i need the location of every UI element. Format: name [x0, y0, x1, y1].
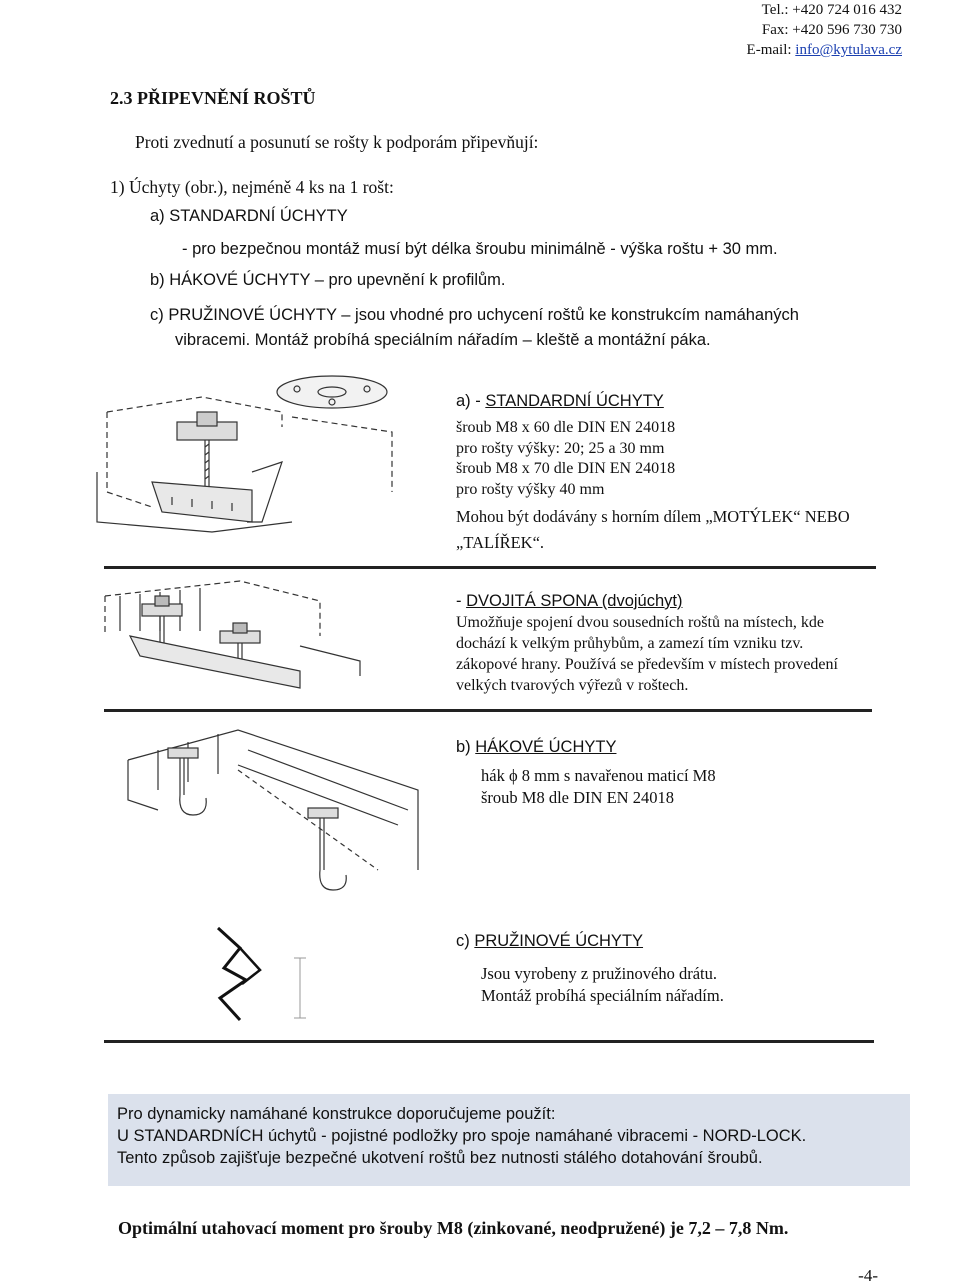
hook-heading-prefix: b)	[456, 738, 476, 756]
double-desc-line: zákopové hrany. Používá se především v místech provedení	[456, 656, 838, 673]
contact-email-line	[747, 40, 902, 60]
standard-clip-illustration	[92, 372, 422, 542]
std-note-line1: Mohou být dodávány s horním dílem „MOTÝLEK“ NEBO	[456, 507, 850, 526]
item-b-label: b) HÁKOVÉ ÚCHYTY – pro upevnění k profilům.	[150, 271, 506, 289]
item-a-label: a) STANDARDNÍ ÚCHYTY	[150, 207, 348, 225]
double-desc-line: dochází k velkým průhybům, a zamezí tím vzniku tzv.	[456, 635, 804, 652]
std-spec-line: pro rošty výšky: 20; 25 a 30 mm	[456, 439, 665, 457]
item-1: 1) Úchyty (obr.), nejméně 4 ks na 1 rošt:	[110, 177, 394, 197]
double-desc-line: Umožňuje spojení dvou sousedních roštů na místech, kde	[456, 614, 824, 631]
double-heading: DVOJITÁ SPONA (dvojúchyt)	[466, 592, 683, 610]
note-line: Tento způsob zajišťuje bezpečné ukotvení roštů bez nutnosti stálého dotahování šroubů.	[117, 1149, 763, 1167]
double-clip-illustration	[100, 576, 420, 696]
spring-heading-prefix: c)	[456, 932, 475, 950]
item-c-line2: vibracemi. Montáž probíhá speciálním nářadím – kleště a montážní páka.	[175, 331, 711, 349]
note-line: Pro dynamicky namáhané konstrukce doporučujeme použít:	[117, 1105, 556, 1123]
page-number: -4-	[858, 1266, 878, 1285]
std-note-line2: „TALÍŘEK“.	[456, 533, 545, 552]
intro-text: Proti zvednutí a posunutí se rošty k podporám připevňují:	[135, 132, 539, 152]
item-c-line1: c) PRUŽINOVÉ ÚCHYTY – jsou vhodné pro uchycení roštů ke konstrukcím namáhaných	[150, 306, 799, 324]
section-title: 2.3 PŘIPEVNĚNÍ ROŠTŮ	[110, 88, 316, 108]
std-heading-prefix: a) -	[456, 392, 486, 410]
hook-spec-line: šroub M8 dle DIN EN 24018	[481, 788, 674, 807]
spring-heading-line	[456, 932, 643, 951]
divider	[104, 566, 876, 569]
std-spec-line: šroub M8 x 70 dle DIN EN 24018	[456, 460, 676, 477]
std-heading-line	[456, 392, 664, 411]
dynamic-load-note	[108, 1094, 910, 1186]
std-heading: STANDARDNÍ ÚCHYTY	[485, 392, 664, 410]
contact-email-link[interactable]: info@kytulava.cz	[795, 42, 902, 58]
std-specs	[456, 418, 675, 500]
divider	[104, 1040, 874, 1043]
torque-note: Optimální utahovací moment pro šrouby M8 (zinkované, neodpružené) je 7,2 – 7,8 Nm.	[118, 1218, 789, 1238]
spring-spec-line: Jsou vyrobeny z pružinového drátu.	[481, 964, 717, 983]
double-description	[456, 612, 838, 696]
spring-clip-illustration	[210, 918, 320, 1028]
contact-tel: Tel.: +420 724 016 432	[761, 2, 902, 18]
double-desc-line: velkých tvarových výřezů v roštech.	[456, 677, 689, 694]
std-spec-line: šroub M8 x 60 dle DIN EN 24018	[456, 419, 676, 436]
double-heading-line	[456, 592, 683, 611]
item-a-note: - pro bezpečnou montáž musí být délka šroubu minimálně - výška roštu + 30 mm.	[182, 240, 778, 258]
std-spec-line: pro rošty výšky 40 mm	[456, 480, 605, 498]
hook-heading: HÁKOVÉ ÚCHYTY	[475, 738, 617, 756]
contact-email-label: E-mail:	[746, 42, 796, 58]
contact-block	[747, 0, 902, 60]
divider	[104, 709, 872, 712]
double-heading-prefix: -	[456, 592, 467, 610]
spring-specs	[481, 963, 724, 1007]
spring-spec-line: Montáž probíhá speciálním nářadím.	[481, 986, 724, 1005]
hook-clip-illustration	[118, 720, 438, 900]
note-line: U STANDARDNÍCH úchytů - pojistné podložky pro spoje namáhané vibracemi - NORD-LOCK.	[117, 1127, 807, 1145]
hook-spec-line: hák ϕ 8 mm s navařenou maticí M8	[481, 766, 716, 785]
contact-fax: Fax: +420 596 730 730	[761, 22, 902, 38]
hook-specs	[481, 765, 716, 809]
spring-heading: PRUŽINOVÉ ÚCHYTY	[474, 932, 644, 950]
hook-heading-line	[456, 738, 616, 757]
